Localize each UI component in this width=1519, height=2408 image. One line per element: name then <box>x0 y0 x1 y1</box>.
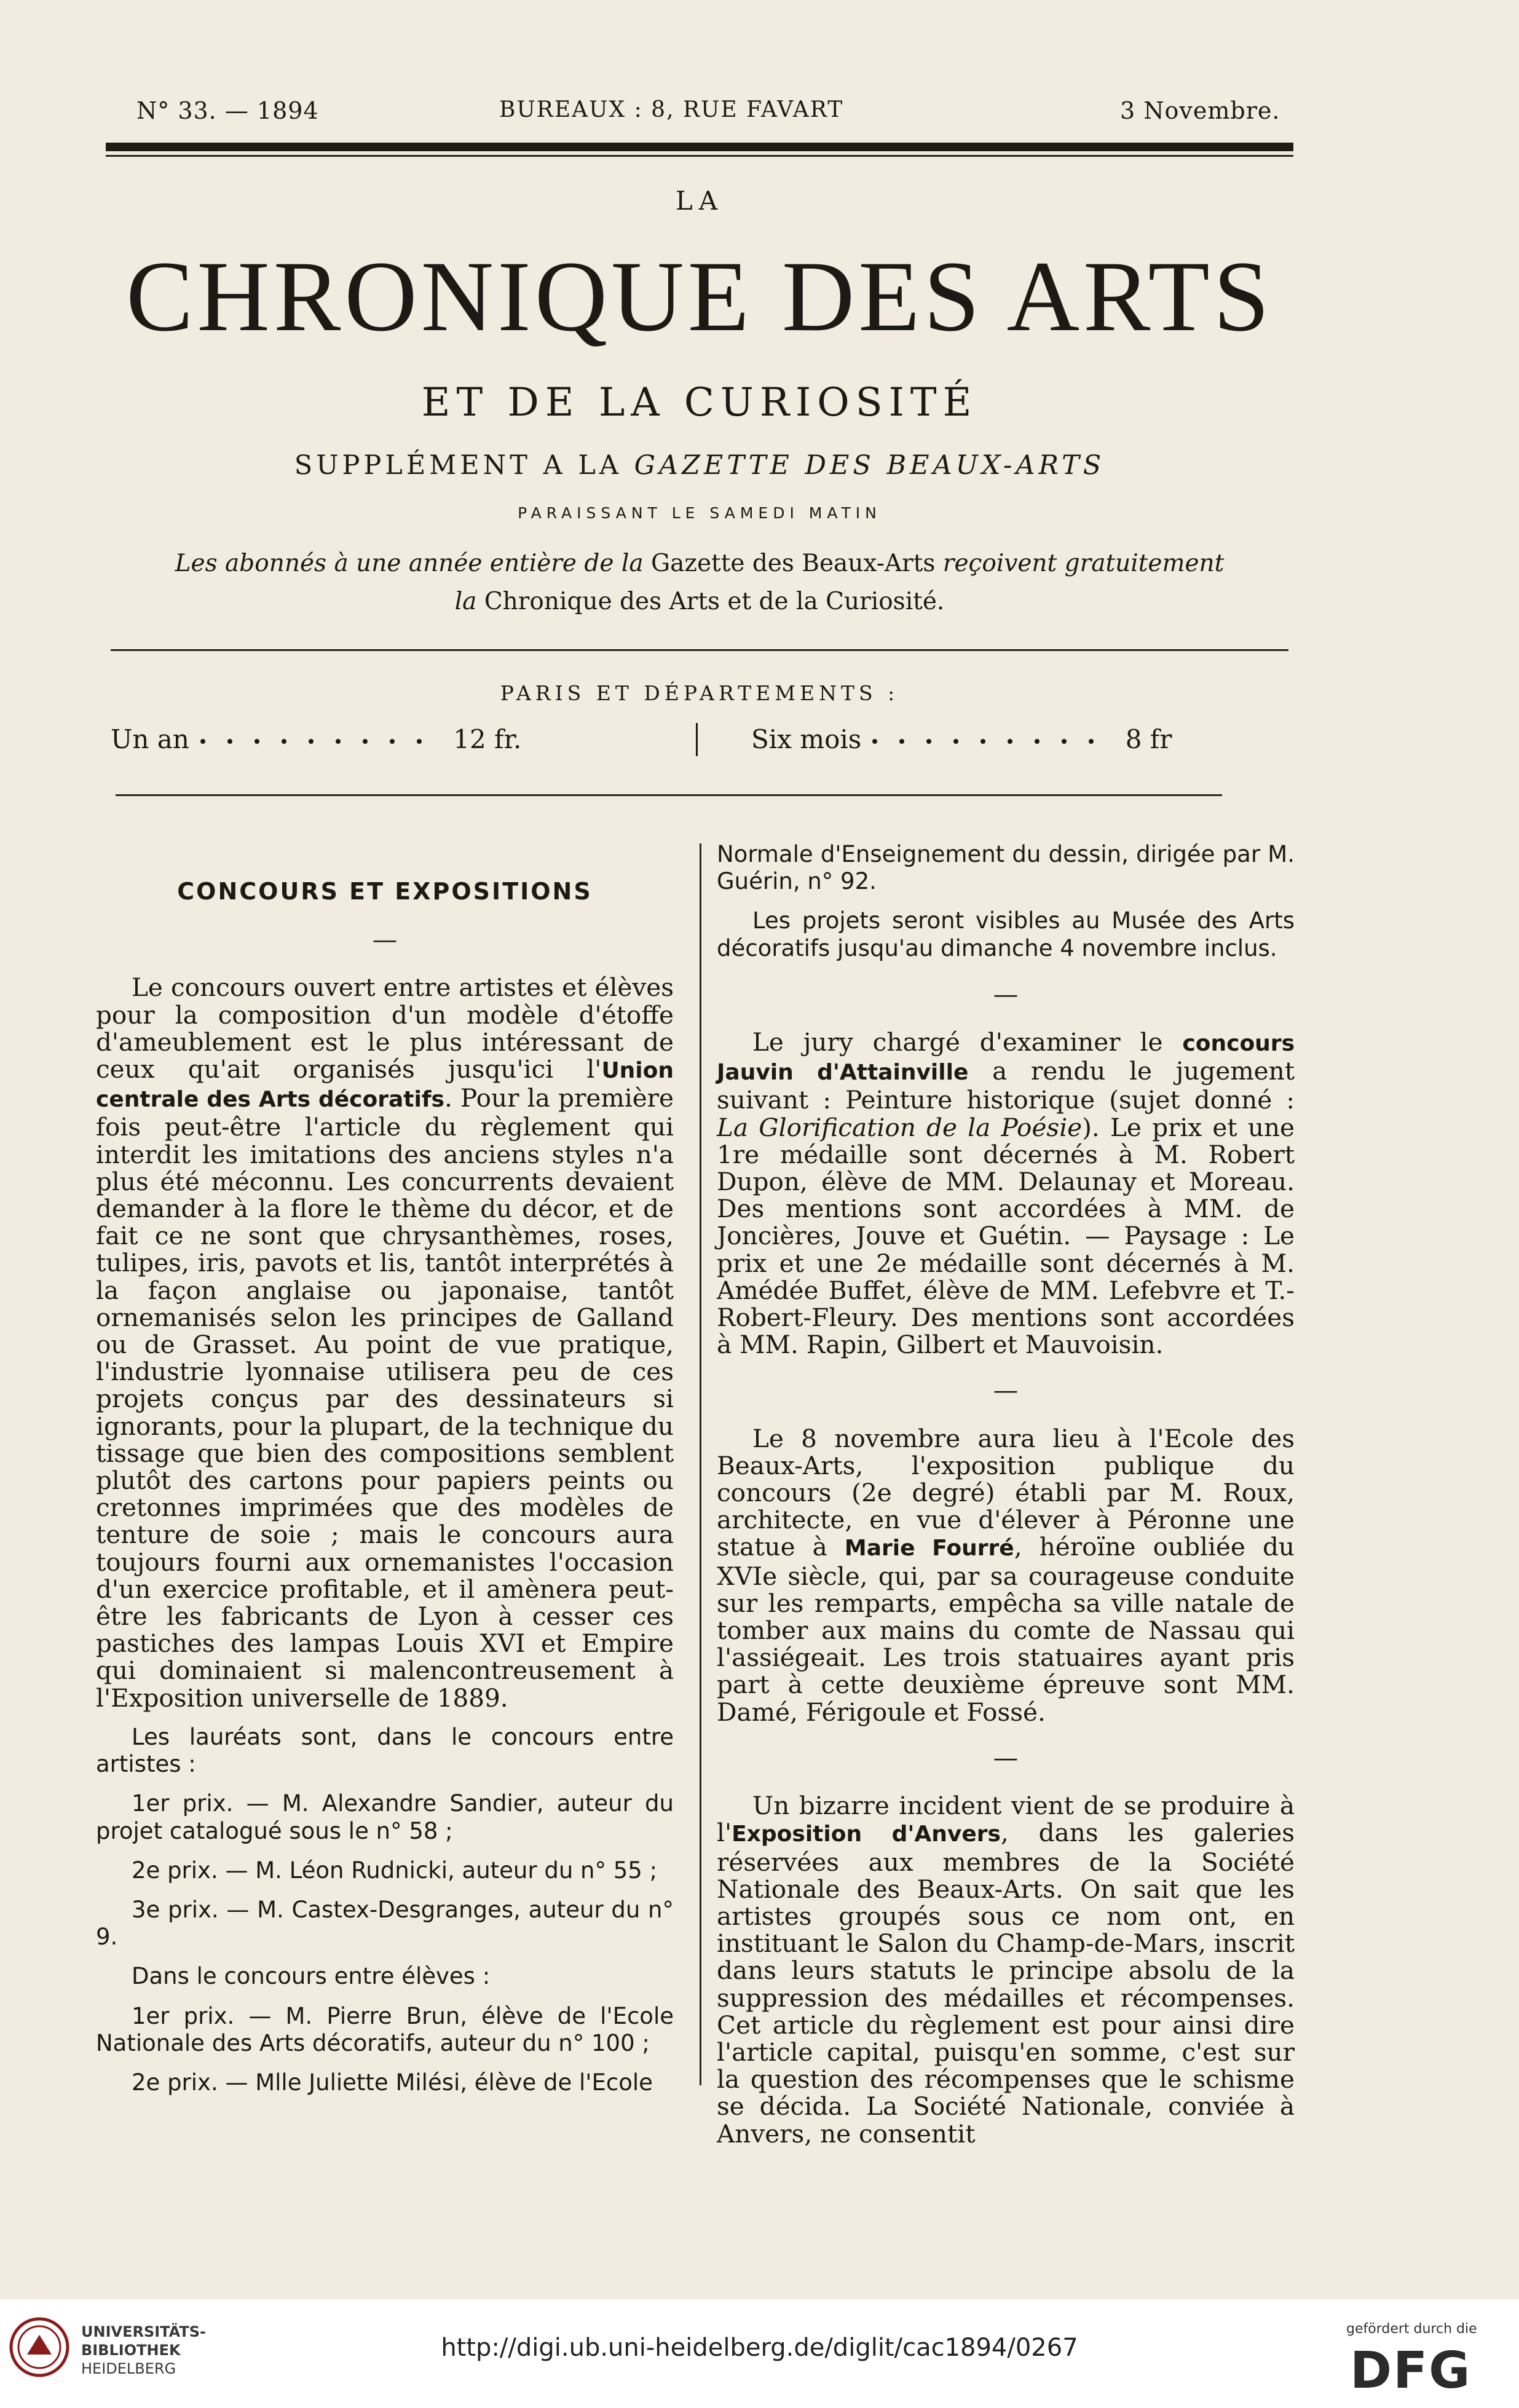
left-paragraph-8: 2e prix. — Mlle Juliette Milési, élève de l'Ecole <box>132 2069 653 2096</box>
masthead-subtitle: ET DE LA CURIOSITÉ <box>421 380 978 425</box>
abonnes-2b: Chronique des Arts et de la Curiosité. <box>484 588 945 615</box>
section-title: CONCOURS ET EXPOSITIONS <box>177 878 593 905</box>
left-paragraph-5: 3e prix. — M. Castex-Desgranges, auteur du n° 9. <box>96 1896 674 1951</box>
left-paragraph-4: 2e prix. — M. Léon Rudnicki, auteur du n° 55 ; <box>132 1857 658 1884</box>
six-price: 8 fr <box>1125 724 1172 754</box>
masthead-supplement <box>106 450 1293 481</box>
subscription-six <box>751 724 1172 754</box>
subscription-divider <box>696 723 698 756</box>
six-label: Six mois <box>751 724 862 754</box>
digitization-footer <box>0 2299 1519 2408</box>
left-paragraph-1: Le concours ouvert entre artistes et élèves pour la composition d'un modèle d'étoffe d'ameublement est le plus intéressant de ceux qu'ait organisés jusqu'ici l'Union centrale des Arts décoratifs. Pour la première fois peut-être l'article du règlement qui interdit les imitations des anciens styles n'a plus été méconnu. Les concurrents devaient demander à la flore le thème du décor, et de fait ce ne sont que chrysanthèmes, roses, tulipes, iris, pavots et lis, tantôt interprétés à la façon anglaise ou japonaise, tantôt ornemanisés selon les principes de Galland ou de Grasset. Au point de vue pratique, l'industrie lyonnaise utilisera peu de ces projets conçus par des dessinateurs si ignorants, pour la plupart, de la technique du tissage que bien des compositions semblent plutôt des cartons pour papiers peints ou cretonnes imprimées que des modèles de tenture de soie ; mais le concours aura toujours fourni aux ornemanistes l'occasion d'un exercice profitable, et il amènera peut-être les fabricants de Lyon à cesser ces pastiches des lampas Louis XVI et Empire qui dominaient si malencontreusement à l'Exposition universelle de 1889. <box>96 973 674 1713</box>
abonnes-1c: reçoivent gratuitement <box>942 550 1225 577</box>
masthead-la: LA <box>675 186 724 216</box>
dfg-logo: DFG <box>1350 2342 1472 2400</box>
subscription-heading: PARIS ET DÉPARTEMENTS : <box>500 681 899 705</box>
abonnes-line-1 <box>106 550 1293 577</box>
right-dash-2: — <box>993 1375 1019 1405</box>
right-paragraph-4: Le 8 novembre aura lieu à l'Ecole des Beaux-Arts, l'exposition publique du concours (2e degré) établi par M. Roux, architecte, en vue d'élever à Péronne une statue à Marie Fourré, héroïne oubliée du XVIe siècle, qui, par sa courageuse conduite sur les remparts, empêcha sa ville natale de tomber aux mains du comte de Nassau qui l'assiégeait. Les trois statuaires ayant pris part à cette deuxième épreuve sont MM. Damé, Férigoule et Fossé. <box>717 1423 1295 1727</box>
section-dash: — <box>372 925 398 955</box>
subscription-rule <box>116 794 1222 796</box>
masthead-rule <box>111 649 1288 651</box>
right-dash-1: — <box>993 979 1019 1009</box>
abonnes-1a: Les abonnés à une année entière de la <box>175 550 644 577</box>
header-rule-thick <box>106 143 1293 151</box>
right-paragraph-1: Normale d'Enseignement du dessin, dirigée par M. Guérin, n° 92. <box>717 841 1295 895</box>
bureaux-address: BUREAUX : 8, RUE FAVART <box>499 97 844 122</box>
supplement-prefix: SUPPLÉMENT A LA <box>294 450 634 481</box>
subscription-year <box>111 724 521 754</box>
issue-date: 3 Novembre. <box>1120 97 1280 124</box>
year-price: 12 fr. <box>453 724 522 754</box>
source-url-link[interactable]: http://digi.ub.uni-heidelberg.de/diglit/cac1894/0267 <box>441 2334 1078 2362</box>
left-paragraph-2: Les lauréats sont, dans le concours entre artistes : <box>96 1723 674 1778</box>
masthead-title: CHRONIQUE DES ARTS <box>126 241 1273 352</box>
header-rule-thin <box>106 155 1293 157</box>
left-paragraph-3: 1er prix. — M. Alexandre Sandier, auteur du projet catalogué sous le n° 58 ; <box>96 1790 674 1844</box>
abonnes-line-2 <box>106 588 1293 615</box>
abonnes-2a: la <box>454 588 477 615</box>
right-paragraph-3: Le jury chargé d'examiner le concours Jauvin d'Attainville a rendu le jugement suivant : Peinture historique (sujet donné : La Glorification de la Poésie). Le prix et une 1re médaille sont décernés à M. Robert Dupon, élève de MM. Delaunay et Moreau. Des mentions sont accordées à MM. de Joncières, Jouve et Guétin. — Paysage : Le prix et une 2e médaille sont décernés à M. Amédée Buffet, élève de MM. Lefebvre et T.-Robert-Fleury. Des mentions sont accordées à MM. Rapin, Gilbert et Mauvoisin. <box>717 1027 1295 1360</box>
right-column <box>717 841 1295 2147</box>
column-rule <box>700 843 701 2085</box>
left-column <box>96 841 674 2096</box>
year-label: Un an <box>111 724 189 754</box>
right-dash-3: — <box>993 1742 1019 1772</box>
abonnes-1b: Gazette des Beaux-Arts <box>650 550 936 577</box>
supplement-gazette: GAZETTE DES BEAUX-ARTS <box>634 450 1105 481</box>
funding-note: gefördert durch die <box>1346 2321 1477 2337</box>
issue-number: N° 33. — 1894 <box>136 97 319 124</box>
right-paragraph-2: Les projets seront visibles au Musée des Arts décoratifs jusqu'au dimanche 4 novembre inclus. <box>717 907 1295 961</box>
left-paragraph-6: Dans le concours entre élèves : <box>132 1963 491 1990</box>
right-paragraph-5: Un bizarre incident vient de se produire à l'Exposition d'Anvers, dans les galeries réservées aux membres de la Société Nationale des Beaux-Arts. On sait que les artistes groupés sous ce nom ont, en instituant le Salon du Champ-de-Mars, inscrit dans leurs statuts le principe absolu de la suppression des médailles et récompenses. Cet article du règlement est pour ainsi dire l'article capital, puisqu'en somme, c'est sur la question des récompenses que le schisme se décida. La Société Nationale, conviée à Anvers, ne consentit <box>717 1791 1295 2149</box>
masthead-paraissant: PARAISSANT LE SAMEDI MATIN <box>518 504 882 522</box>
university-logo-text: UNIVERSITÄTS- BIBLIOTHEK HEIDELBERG <box>81 2323 207 2377</box>
left-paragraph-7: 1er prix. — M. Pierre Brun, élève de l'Ecole Nationale des Arts décoratifs, auteur du n° 100 ; <box>96 2002 674 2056</box>
